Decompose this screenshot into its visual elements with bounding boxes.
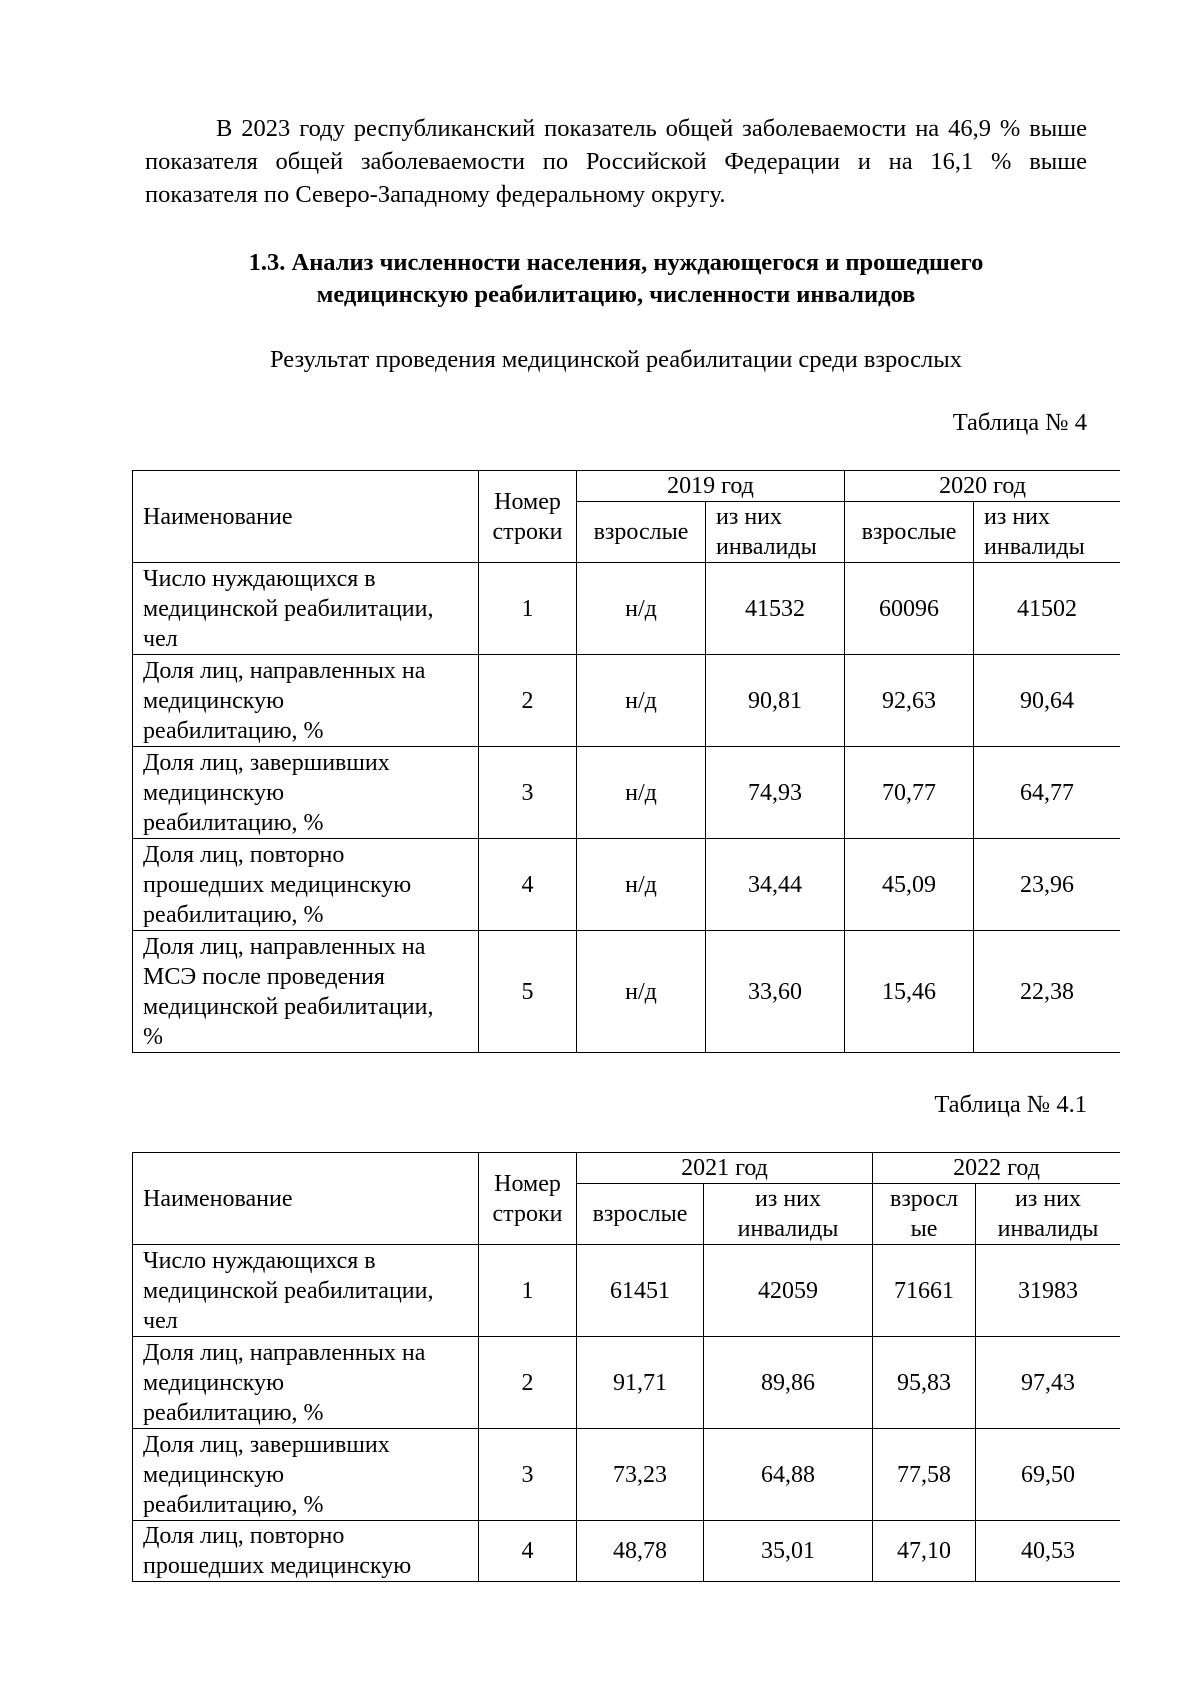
intro-paragraph: В 2023 году республиканский показатель общей заболеваемости на 46,9 % выше показателя общей заболеваемости по Российской Федерации и на 16,1 % выше показателя по Северо-Западному федеральному округу. <box>145 115 1087 208</box>
value-cell: н/д <box>577 839 706 931</box>
header-text: строки <box>492 518 563 545</box>
header-text: Номер <box>494 488 561 515</box>
row-number-cell: 4 <box>479 839 577 931</box>
row-name-line: реабилитацию, % <box>143 717 324 744</box>
row-name-line: Доля лиц, повторно <box>143 841 345 868</box>
table-row <box>133 839 1121 931</box>
column-header-row-number <box>479 471 577 563</box>
row-name-cell <box>133 563 479 655</box>
value-cell: 69,50 <box>976 1429 1120 1521</box>
value-cell: 23,96 <box>974 839 1120 931</box>
value-cell: 74,93 <box>706 747 845 839</box>
value-cell: 92,63 <box>845 655 974 747</box>
header-text: взросл <box>889 1186 959 1212</box>
header-text: ые <box>910 1216 938 1242</box>
table-header-row <box>133 471 1121 502</box>
row-name-line: медицинскую <box>143 779 285 806</box>
section-title-line-1: 1.3. Анализ численности населения, нуждающегося и прошедшего <box>248 249 984 276</box>
column-header-year-2021: 2021 год <box>577 1153 873 1184</box>
value-cell: 15,46 <box>845 931 974 1053</box>
table-row <box>133 655 1121 747</box>
row-name-line: медицинскую <box>143 1369 285 1396</box>
column-header-name: Наименование <box>133 1153 479 1245</box>
row-name-line: Доля лиц, направленных на <box>143 933 426 960</box>
table-4-body <box>133 563 1121 1053</box>
table-4-1-container <box>132 1152 1120 1584</box>
value-cell: 95,83 <box>873 1337 976 1429</box>
table-row <box>133 1245 1121 1337</box>
table-4 <box>132 470 1120 1053</box>
column-header-name: Наименование <box>133 471 479 563</box>
table-row <box>133 1521 1121 1582</box>
row-name-cell <box>133 1245 479 1337</box>
table-4-1 <box>132 1152 1120 1582</box>
value-cell: 91,71 <box>577 1337 704 1429</box>
column-header-adults: взрослые <box>577 1184 704 1245</box>
row-name-cell <box>133 1521 479 1582</box>
table-4-1-body <box>133 1245 1121 1582</box>
value-cell: 34,44 <box>706 839 845 931</box>
row-name-cell <box>133 839 479 931</box>
table-row <box>133 563 1121 655</box>
value-cell: н/д <box>577 931 706 1053</box>
value-cell: 64,77 <box>974 747 1120 839</box>
value-cell: 31983 <box>976 1245 1120 1337</box>
value-cell: 90,64 <box>974 655 1120 747</box>
row-name-line: медицинскую <box>143 1461 285 1488</box>
value-cell: 77,58 <box>873 1429 976 1521</box>
header-text: Номер <box>494 1170 561 1197</box>
header-text: инвалиды <box>716 534 817 560</box>
column-header-adults: взрослые <box>577 502 706 563</box>
table-header-row <box>133 1153 1121 1184</box>
column-header-year-2019: 2019 год <box>577 471 845 502</box>
column-header-adults: взрослые <box>845 502 974 563</box>
header-text: строки <box>492 1200 563 1227</box>
row-name-cell <box>133 931 479 1053</box>
header-text: инвалиды <box>737 1216 839 1242</box>
row-name-line: медицинской реабилитации, <box>143 993 434 1020</box>
row-name-cell <box>133 655 479 747</box>
value-cell: 73,23 <box>577 1429 704 1521</box>
value-cell: 33,60 <box>706 931 845 1053</box>
row-name-line: Доля лиц, завершивших <box>143 749 390 776</box>
row-name-line: Число нуждающихся в <box>143 1247 376 1274</box>
value-cell: 41532 <box>706 563 845 655</box>
row-name-line: реабилитацию, % <box>143 1399 324 1426</box>
row-number-cell: 2 <box>479 1337 577 1429</box>
value-cell: 61451 <box>577 1245 704 1337</box>
row-name-line: реабилитацию, % <box>143 809 324 836</box>
row-number-cell: 1 <box>479 1245 577 1337</box>
value-cell: 22,38 <box>974 931 1120 1053</box>
value-cell: 60096 <box>845 563 974 655</box>
row-name-cell <box>133 1429 479 1521</box>
table-row <box>133 1429 1121 1521</box>
value-cell: 40,53 <box>976 1521 1120 1582</box>
column-header-disabled <box>704 1184 873 1245</box>
value-cell: 41502 <box>974 563 1120 655</box>
value-cell: 45,09 <box>845 839 974 931</box>
value-cell: 42059 <box>704 1245 873 1337</box>
value-cell: н/д <box>577 563 706 655</box>
row-name-line: прошедших медицинскую <box>143 1553 412 1579</box>
column-header-disabled <box>974 502 1120 563</box>
column-header-disabled <box>976 1184 1120 1245</box>
value-cell: 48,78 <box>577 1521 704 1582</box>
value-cell: н/д <box>577 655 706 747</box>
section-title-line-2: медицинскую реабилитацию, численности инвалидов <box>316 281 916 308</box>
row-name-line: Доля лиц, направленных на <box>143 1339 426 1366</box>
header-text: инвалиды <box>997 1216 1099 1242</box>
row-name-line: Доля лиц, завершивших <box>143 1431 390 1458</box>
row-name-line: медицинскую <box>143 687 285 714</box>
row-name-line: чел <box>143 625 178 652</box>
header-text: из них <box>984 504 1051 530</box>
row-number-cell: 3 <box>479 747 577 839</box>
row-name-line: прошедших медицинскую <box>143 871 412 898</box>
row-name-line: медицинской реабилитации, <box>143 1277 434 1304</box>
row-name-line: реабилитацию, % <box>143 901 324 928</box>
row-number-cell: 3 <box>479 1429 577 1521</box>
column-header-row-number <box>479 1153 577 1245</box>
value-cell: н/д <box>577 747 706 839</box>
row-number-cell: 5 <box>479 931 577 1053</box>
row-name-line: Доля лиц, направленных на <box>143 657 426 684</box>
column-header-year-2020: 2020 год <box>845 471 1120 502</box>
header-text: из них <box>716 504 783 530</box>
table-4-label: Таблица № 4 <box>952 409 1087 436</box>
row-name-cell <box>133 747 479 839</box>
table-row <box>133 747 1121 839</box>
row-name-cell <box>133 1337 479 1429</box>
section-title <box>145 247 1087 311</box>
column-header-disabled <box>706 502 845 563</box>
row-name-line: % <box>143 1023 163 1050</box>
table-row <box>133 1337 1121 1429</box>
column-header-adults <box>873 1184 976 1245</box>
header-text: из них <box>1015 1186 1082 1212</box>
value-cell: 90,81 <box>706 655 845 747</box>
row-name-line: чел <box>143 1307 178 1334</box>
value-cell: 97,43 <box>976 1337 1120 1429</box>
value-cell: 70,77 <box>845 747 974 839</box>
table-row <box>133 931 1121 1053</box>
row-number-cell: 1 <box>479 563 577 655</box>
value-cell: 64,88 <box>704 1429 873 1521</box>
row-number-cell: 2 <box>479 655 577 747</box>
value-cell: 89,86 <box>704 1337 873 1429</box>
header-text: из них <box>755 1186 822 1212</box>
row-name-line: Доля лиц, повторно <box>143 1523 345 1549</box>
header-text: инвалиды <box>984 534 1085 560</box>
row-name-line: МСЭ после проведения <box>143 963 385 990</box>
value-cell: 71661 <box>873 1245 976 1337</box>
row-number-cell: 4 <box>479 1521 577 1582</box>
row-name-line: реабилитацию, % <box>143 1491 324 1518</box>
row-name-line: Число нуждающихся в <box>143 565 376 592</box>
row-name-line: медицинской реабилитации, <box>143 595 434 622</box>
table-4-1-label: Таблица № 4.1 <box>934 1091 1087 1118</box>
value-cell: 47,10 <box>873 1521 976 1582</box>
column-header-year-2022: 2022 год <box>873 1153 1120 1184</box>
value-cell: 35,01 <box>704 1521 873 1582</box>
subtitle: Результат проведения медицинской реабилитации среди взрослых <box>270 346 962 373</box>
table-4-container <box>132 470 1120 1053</box>
